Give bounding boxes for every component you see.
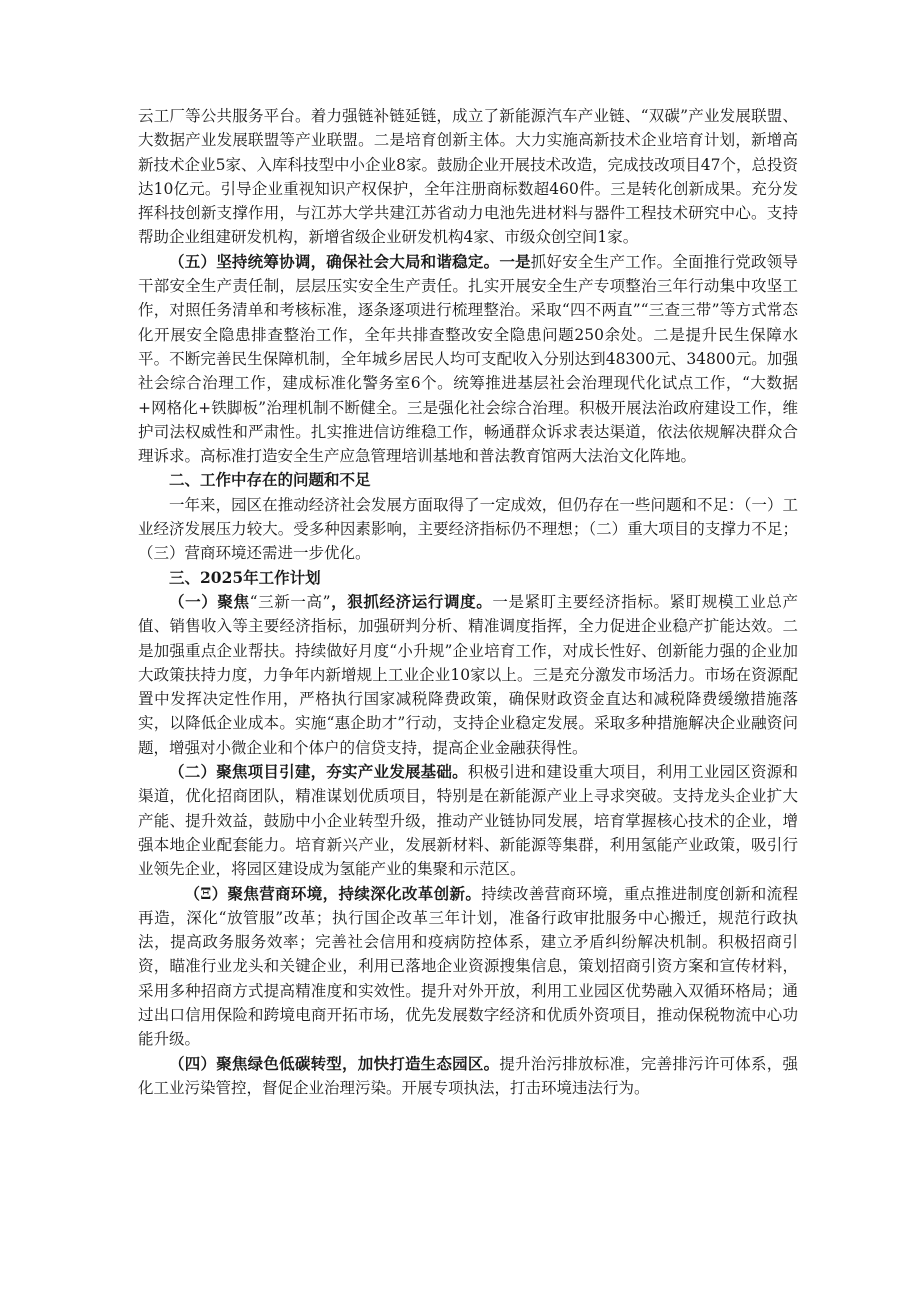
- document-page: [138, 104, 798, 1100]
- plan-4-title: （四）聚焦绿色低碳转型，加快打造生态园区。: [169, 1053, 500, 1073]
- paragraph-plan-3: [138, 882, 798, 1052]
- plan-2-body: 积极引进和建设重大项目，利用工业园区资源和渠道，优化招商团队，精准谋划优质项目，特别是在新能源产业上寻求突破。支持龙头企业扩大产能、提升效益，鼓励中小企业转型升级，推动产业链协同发展，培育掌握核心技术的企业，增强本地企业配套能力。培育新兴产业，发展新材料、新能源等集群，利用氢能产业政策，吸引行业领先企业，将园区建设成为氢能产业的集聚和示范区。: [138, 763, 798, 879]
- section-5-title: （五）坚持统筹协调，确保社会大局和谐稳定。一是: [169, 251, 531, 271]
- plan-3-body: 持续改善营商环境，重点推进制度创新和流程再造，深化“放管服”改革；执行国企改革三年计划，准备行政审批服务中心搬迁，规范行政执法，提高政务服务效率；完善社会信用和疫病防控体系，建立矛盾纠纷解决机制。积极招商引资，瞄准行业龙头和关键企业，利用已落地企业资源搜集信息，策划招商引资方案和宣传材料，采用多种招商方式提高精准度和实效性。提升对外开放，利用工业园区优势融入双循环格局；通过出口信用保险和跨境电商开拓市场，优先发展数字经济和优质外资项目，推动保税物流中心功能升级。: [138, 884, 798, 1049]
- paragraph-innovation: 云工厂等公共服务平台。着力强链补链延链，成立了新能源汽车产业链、“双碳”产业发展联盟、大数据产业发展联盟等产业联盟。二是培育创新主体。大力实施高新技术企业培育计划，新增高新技术企业5家、入库科技型中小企业8家。鼓励企业开展技术改造，完成技改项目47个，总投资达10亿元。引导企业重视知识产权保护，全年注册商标数超460件。三是转化创新成果。充分发挥科技创新支撑作用，与江苏大学共建江苏省动力电池先进材料与器件工程技术研究中心。支持帮助企业组建研发机构，新增省级企业研发机构4家、市级众创空间1家。: [138, 107, 798, 247]
- paragraph-plan-4: [138, 1052, 798, 1101]
- plan-1-title-b: ，狠抓经济运行调度。: [330, 591, 493, 611]
- heading-2025-plan: 三、2025年工作计划: [169, 567, 321, 587]
- paragraph-plan-1: [138, 590, 798, 760]
- section-5-body: 抓好安全生产工作。全面推行党政领导干部安全生产责任制，层层压实安全生产责任。扎实开展安全生产专项整治三年行动集中攻坚工作，对照任务清单和考核标准，逐条逐项进行梳理整治。采取“四不两直”“三查三带”等方式常态化开展安全隐患排查整治工作，全年共排查整改安全隐患问题250余处。二是提升民生保障水平。不断完善民生保障机制，全年城乡居民人均可支配收入分别达到48300元、34800元。加强社会综合治理工作，建成标准化警务室6个。统筹推进基层社会治理现代化试点工作，“大数据+网格化+铁脚板”治理机制不断健全。三是强化社会综合治理。积极开展法治政府建设工作，维护司法权威性和严肃性。扎实推进信访维稳工作，畅通群众诉求表达渠道，依法依规解决群众合理诉求。高标准打造安全生产应急管理培训基地和普法教育馆两大法治文化阵地。: [138, 252, 798, 466]
- plan-1-title-a: （一）聚焦: [169, 591, 250, 611]
- plan-1-body: 一是紧盯主要经济指标。紧盯规模工业总产值、销售收入等主要经济指标，加强研判分析、精准调度指挥，全力促进企业稳产扩能达效。二是加强重点企业帮扶。持续做好月度“小升规”企业培育工作，对成长性好、创新能力强的企业加大政策扶持力度，力争年内新增规上工业企业10家以上。三是充分激发市场活力。市场在资源配置中发挥决定性作用，严格执行国家减税降费政策，确保财政资金直达和减税降费缓缴措施落实，以降低企业成本。实施“惠企助才”行动，支持企业稳定发展。采取多种措施解决企业融资问题，增强对小微企业和个体户的信贷支持，提高企业金融获得性。: [138, 592, 798, 757]
- paragraph-plan-2: [138, 760, 798, 881]
- paragraph-problems: 一年来，园区在推动经济社会发展方面取得了一定成效，但仍存在一些问题和不足：（一）工业经济发展压力较大。受多种因素影响，主要经济指标仍不理想；（二）重大项目的支撑力不足；（三）营商环境还需进一步优化。: [138, 495, 798, 563]
- plan-2-title: （二）聚焦项目引建，夯实产业发展基础。: [169, 762, 468, 782]
- plan-3-title: （Ξ）聚焦营商环境，持续深化改革创新。: [184, 883, 482, 903]
- plan-4-body: 提升治污排放标准，完善排污许可体系，强化工业污染管控，督促企业治理污染。开展专项执法，打击环境违法行为。: [138, 1054, 798, 1097]
- paragraph-social-stability: [138, 250, 798, 469]
- plan-1-title-quote: “三新一高”: [249, 592, 331, 611]
- heading-problems: 二、工作中存在的问题和不足: [169, 470, 371, 490]
